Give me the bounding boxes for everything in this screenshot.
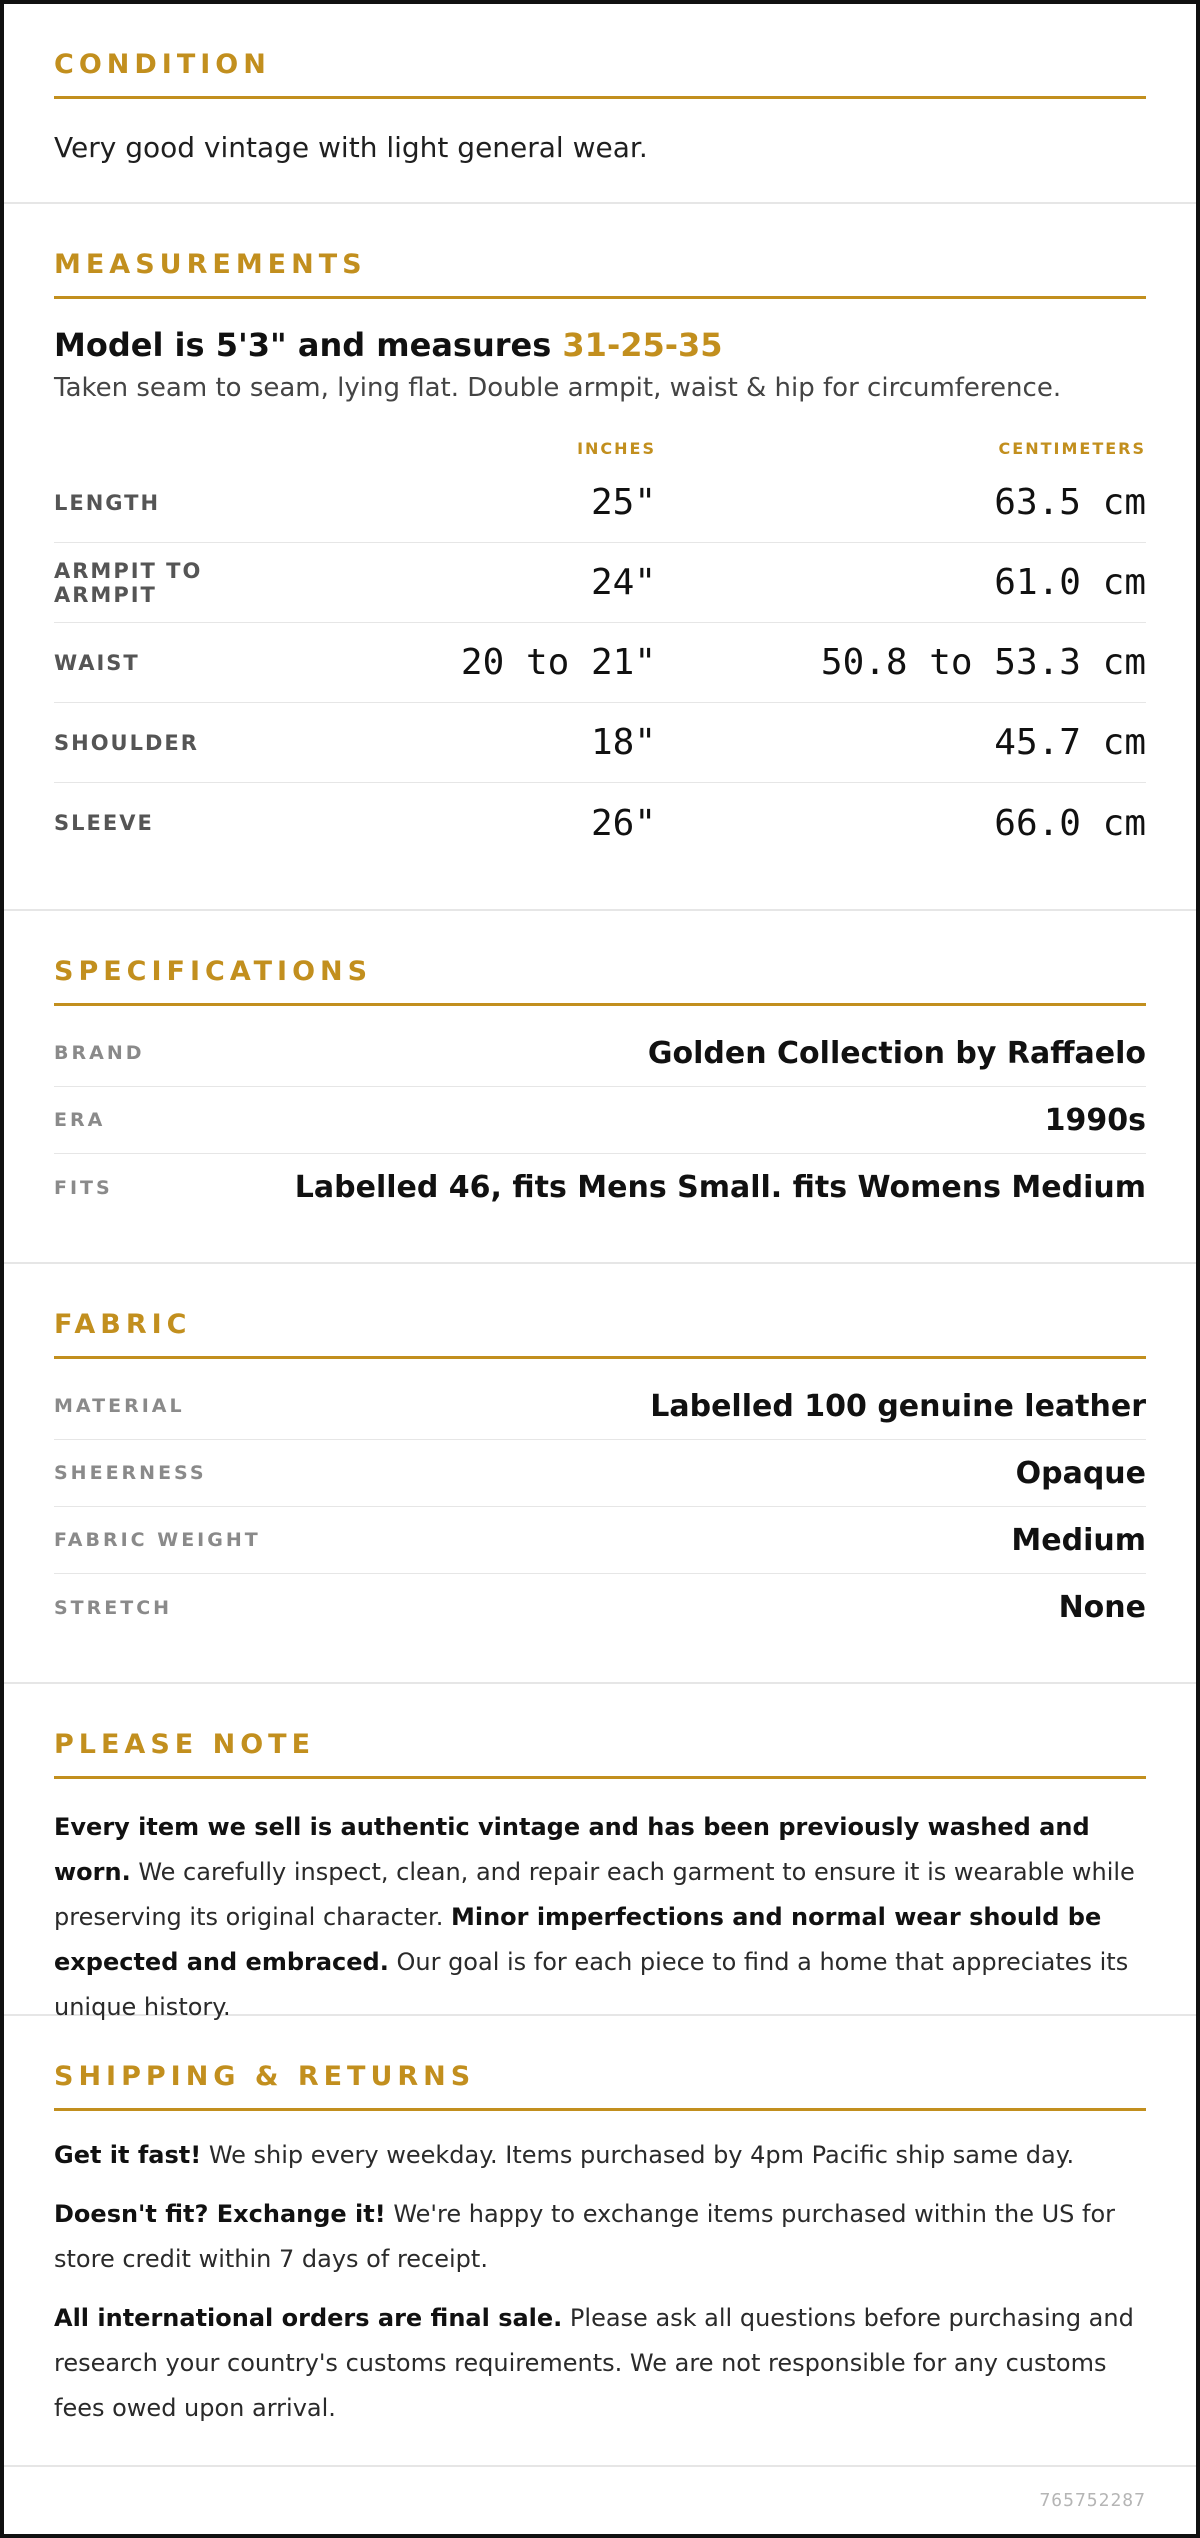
model-prefix: Model is 5'3" and measures [54,326,563,364]
specifications-heading: SPECIFICATIONS [54,953,1146,1006]
shipping-paragraph-2 [54,2192,1146,2282]
spec-label: ERA [54,1109,106,1131]
condition-section [4,4,1196,204]
spec-value: Labelled 46, fits Mens Small. fits Womens Medium [294,1170,1146,1205]
shipping-text-2: We're happy to exchange items purchased within the US for store credit within 7 days of receipt. [54,2200,1116,2273]
please-note-heading: PLEASE NOTE [54,1726,1146,1779]
spec-value: Golden Collection by Raffaelo [647,1035,1146,1071]
measurement-inches: 25" [590,482,656,523]
inches-column-header: INCHES [577,438,656,458]
spec-label: FITS [54,1176,113,1199]
table-row [54,703,1146,783]
measurement-cm: 61.0 cm [994,562,1146,603]
list-item [54,1087,1146,1154]
fabric-label: MATERIAL [54,1395,185,1417]
note-text-1: We carefully inspect, clean, and repair each garment to ensure it is wearable while preserving its original character. [54,1858,1135,1931]
note-text-2: Our goal is for each piece to find a home that appreciates its unique history. [54,1948,1129,2021]
measurements-section [4,204,1196,911]
fabric-value: None [1058,1590,1146,1625]
shipping-text-3: Please ask all questions before purchasing and research your country's customs requirements. We are not responsible for any customs fees owed upon arrival. [54,2304,1134,2422]
list-item [54,1154,1146,1221]
list-item [54,1507,1146,1574]
measurement-cm: 45.7 cm [994,722,1146,763]
measurement-inches: 24" [590,562,656,603]
measurement-label: SHOULDER [54,730,199,755]
measurements-heading: MEASUREMENTS [54,246,1146,299]
list-item [54,1020,1146,1087]
shipping-paragraph-1 [54,2133,1146,2178]
model-numbers: 31-25-35 [562,326,723,364]
measurement-label: ARMPIT TO ARMPIT [54,558,203,607]
measurement-label: LENGTH [54,490,161,515]
measurements-subtitle: Taken seam to seam, lying flat. Double armpit, waist & hip for circumference. [54,373,1062,403]
table-row [54,463,1146,543]
measurement-label: WAIST [54,650,140,675]
specifications-list [54,1020,1146,1221]
item-id: 765752287 [1039,2489,1146,2511]
measurements-table [54,463,1146,863]
measurement-inches: 26" [590,802,656,844]
measurement-cm: 63.5 cm [994,482,1146,523]
shipping-bold-3: All international orders are final sale. [54,2304,563,2332]
condition-text: Very good vintage with light general wear. [54,131,648,164]
measurement-inches: 20 to 21" [460,642,656,683]
shipping-returns-section [4,2016,1196,2467]
measurement-inches: 18" [590,722,656,763]
condition-heading: CONDITION [54,46,1146,99]
fabric-value: Opaque [1015,1455,1146,1491]
shipping-bold-1: Get it fast! [54,2141,202,2169]
centimeters-column-header: CENTIMETERS [998,438,1146,458]
table-row [54,623,1146,703]
measurements-header [54,433,1146,463]
list-item [54,1574,1146,1641]
fabric-label: SHEERNESS [54,1462,207,1484]
fabric-list [54,1373,1146,1641]
spec-label: BRAND [54,1042,145,1064]
measurement-cm: 66.0 cm [994,802,1146,844]
list-item [54,1373,1146,1440]
table-row [54,543,1146,623]
specifications-section [4,911,1196,1264]
footer [4,2467,1196,2533]
fabric-value: Labelled 100 genuine leather [650,1388,1146,1424]
fabric-section [4,1264,1196,1684]
shipping-text-1: We ship every weekday. Items purchased by 4pm Pacific ship same day. [201,2141,1075,2169]
table-row [54,783,1146,863]
note-bold-2: Minor imperfections and normal wear should be expected and embraced. [54,1903,1102,1976]
model-measurements [54,325,1146,365]
please-note-text [54,1805,1146,2030]
list-item [54,1440,1146,1507]
please-note-section [4,1684,1196,2021]
note-bold-1: Every item we sell is authentic vintage and has been previously washed and worn. [54,1813,1090,1886]
fabric-heading: FABRIC [54,1306,1146,1359]
shipping-bold-2: Doesn't fit? Exchange it! [54,2200,386,2228]
shipping-paragraph-3 [54,2296,1146,2431]
fabric-label: FABRIC WEIGHT [54,1529,261,1551]
spec-value: 1990s [1044,1102,1146,1138]
shipping-heading: SHIPPING & RETURNS [54,2058,1146,2111]
fabric-value: Medium [1011,1522,1146,1558]
fabric-label: STRETCH [54,1596,173,1619]
measurement-cm: 50.8 to 53.3 cm [820,642,1146,683]
measurement-label: SLEEVE [54,811,154,835]
